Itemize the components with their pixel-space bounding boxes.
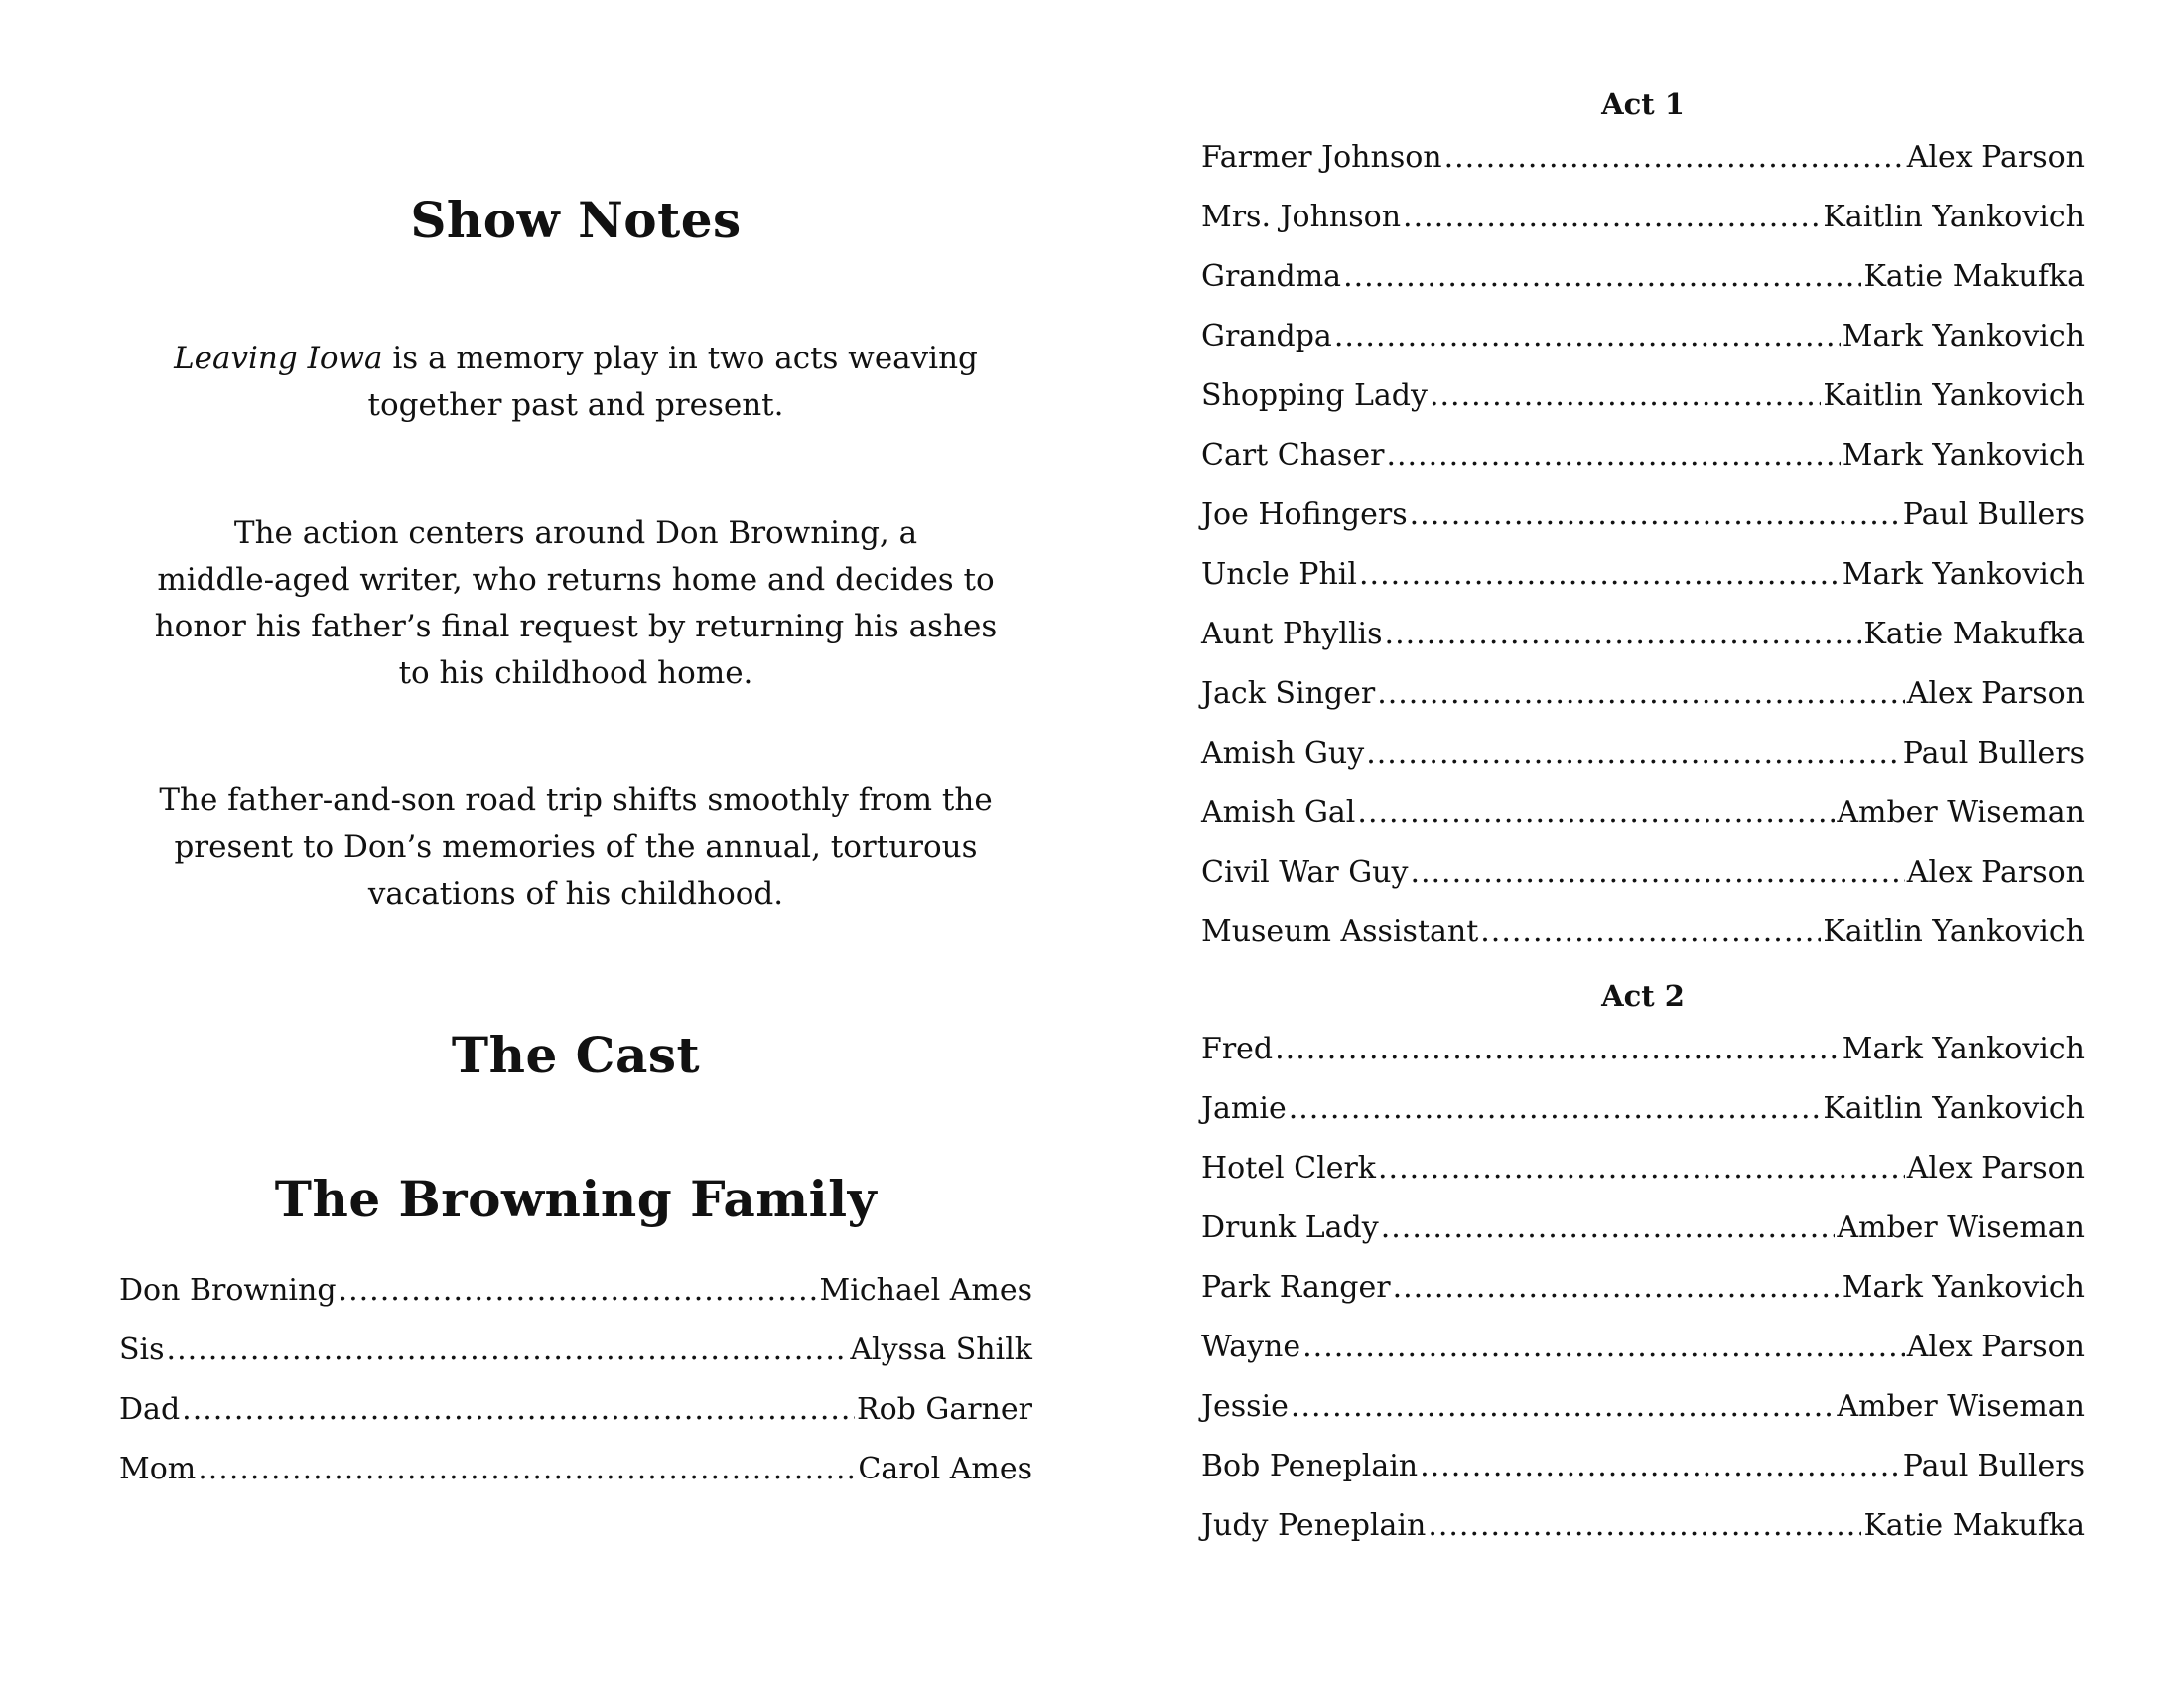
actor-name: Alex Parson <box>1906 1151 2085 1186</box>
actor-name: Alex Parson <box>1906 855 2085 890</box>
cast-row <box>1201 259 2085 319</box>
role-name: Sis <box>119 1333 165 1367</box>
browning-family-heading: The Browning Family <box>274 1170 878 1228</box>
actor-name: Michael Ames <box>819 1273 1032 1308</box>
actor-name: Mark Yankovich <box>1842 1270 2085 1305</box>
dot-leader <box>1381 1210 1836 1245</box>
actor-name: Paul Bullers <box>1902 1449 2085 1483</box>
actor-name: Carol Ames <box>858 1452 1032 1486</box>
role-name: Drunk Lady <box>1201 1210 1379 1245</box>
role-name: Uncle Phil <box>1201 557 1357 592</box>
cast-row <box>1201 1091 2085 1151</box>
dot-leader <box>1275 1032 1841 1066</box>
role-name: Mrs. Johnson <box>1201 200 1402 234</box>
role-name: Park Ranger <box>1201 1270 1391 1305</box>
paragraph-line: The father-and-son road trip shifts smoothly from the <box>159 782 993 818</box>
role-name: Judy Peneplain <box>1201 1508 1427 1543</box>
actor-name: Paul Bullers <box>1902 497 2085 532</box>
dot-leader <box>1357 795 1835 830</box>
role-name: Jamie <box>1201 1091 1287 1126</box>
role-name: Aunt Phyllis <box>1201 617 1383 651</box>
cast-row <box>1201 497 2085 557</box>
dot-leader <box>1359 557 1841 592</box>
role-name: Shopping Lady <box>1201 378 1428 413</box>
actor-name: Paul Bullers <box>1902 736 2085 771</box>
cast-row <box>1201 676 2085 736</box>
actor-name: Katie Makufka <box>1863 617 2085 651</box>
act-2-cast-list <box>1201 1032 2085 1568</box>
cast-row <box>1201 378 2085 438</box>
cast-row <box>1201 1508 2085 1568</box>
actor-name: Kaitlin Yankovich <box>1823 200 2085 234</box>
dot-leader <box>1444 140 1905 175</box>
actor-name: Mark Yankovich <box>1842 557 2085 592</box>
show-notes-paragraph-2 <box>119 510 1032 697</box>
cast-row <box>1201 1389 2085 1449</box>
role-name: Bob Peneplain <box>1201 1449 1419 1483</box>
act-1-cast-list <box>1201 140 2085 974</box>
role-name: Joe Hofingers <box>1201 497 1408 532</box>
dot-leader <box>1430 378 1821 413</box>
paragraph-line: honor his father’s final request by returning his ashes <box>154 609 998 644</box>
actor-name: Katie Makufka <box>1863 1508 2085 1543</box>
dot-leader <box>1291 1389 1835 1424</box>
dot-leader <box>1410 497 1901 532</box>
role-name: Dad <box>119 1392 181 1427</box>
paragraph-line: present to Don’s memories of the annual, torturous <box>174 829 978 865</box>
show-notes-paragraph-3 <box>119 777 1032 917</box>
cast-row <box>119 1273 1032 1333</box>
cast-row <box>1201 1449 2085 1508</box>
paragraph-line <box>119 336 1032 382</box>
role-name: Mom <box>119 1452 197 1486</box>
role-name: Amish Gal <box>1201 795 1356 830</box>
cast-row <box>1201 557 2085 617</box>
dot-leader <box>1480 914 1821 949</box>
role-name: Amish Guy <box>1201 736 1365 771</box>
paragraph-line: vacations of his childhood. <box>367 876 784 912</box>
cast-row <box>1201 617 2085 676</box>
the-cast-heading: The Cast <box>451 1026 701 1084</box>
role-name: Grandma <box>1201 259 1342 294</box>
dot-leader <box>198 1452 856 1486</box>
cast-row <box>1201 914 2085 974</box>
dot-leader <box>1410 855 1904 890</box>
role-name: Civil War Guy <box>1201 855 1409 890</box>
show-notes-paragraph-1 <box>119 336 1032 429</box>
actor-name: Mark Yankovich <box>1842 1032 2085 1066</box>
cast-row <box>1201 1270 2085 1330</box>
dot-leader <box>1334 319 1841 353</box>
role-name: Grandpa <box>1201 319 1332 353</box>
role-name: Cart Chaser <box>1201 438 1385 473</box>
cast-row <box>1201 319 2085 378</box>
cast-row <box>1201 200 2085 259</box>
actor-name: Mark Yankovich <box>1842 319 2085 353</box>
actor-name: Katie Makufka <box>1863 259 2085 294</box>
dot-leader <box>1378 1151 1905 1186</box>
cast-row <box>119 1333 1032 1392</box>
paragraph-line: to his childhood home. <box>398 655 753 691</box>
cast-row <box>119 1392 1032 1452</box>
act-2-label: Act 2 <box>1601 979 1685 1013</box>
cast-row <box>1201 1330 2085 1389</box>
dot-leader <box>1428 1508 1861 1543</box>
paragraph-line: middle-aged writer, who returns home and decides to <box>157 562 995 598</box>
dot-leader <box>1385 617 1862 651</box>
actor-name: Alyssa Shilk <box>850 1333 1032 1367</box>
role-name: Jack Singer <box>1201 676 1376 711</box>
dot-leader <box>1343 259 1861 294</box>
actor-name: Alex Parson <box>1906 676 2085 711</box>
cast-row <box>119 1452 1032 1511</box>
role-name: Wayne <box>1201 1330 1301 1364</box>
dot-leader <box>1302 1330 1905 1364</box>
dot-leader <box>1403 200 1821 234</box>
paragraph-line: The action centers around Don Browning, a <box>233 515 918 551</box>
actor-name: Alex Parson <box>1906 1330 2085 1364</box>
dot-leader <box>1393 1270 1841 1305</box>
actor-name: Kaitlin Yankovich <box>1823 378 2085 413</box>
actor-name: Kaitlin Yankovich <box>1823 1091 2085 1126</box>
show-notes-heading: Show Notes <box>410 191 742 249</box>
actor-name: Alex Parson <box>1906 140 2085 175</box>
act-1-label: Act 1 <box>1601 87 1685 121</box>
dot-leader <box>167 1333 849 1367</box>
cast-row <box>1201 1032 2085 1091</box>
dot-leader <box>1386 438 1840 473</box>
cast-row <box>1201 795 2085 855</box>
role-name: Fred <box>1201 1032 1274 1066</box>
role-name: Museum Assistant <box>1201 914 1479 949</box>
left-page <box>119 0 1032 1688</box>
dot-leader <box>1366 736 1901 771</box>
actor-name: Mark Yankovich <box>1842 438 2085 473</box>
cast-row <box>1201 140 2085 200</box>
play-title: Leaving Iowa <box>174 341 383 376</box>
role-name: Jessie <box>1201 1389 1289 1424</box>
role-name: Farmer Johnson <box>1201 140 1442 175</box>
role-name: Hotel Clerk <box>1201 1151 1376 1186</box>
cast-row <box>1201 438 2085 497</box>
right-page <box>1201 0 2085 1688</box>
cast-row <box>1201 1210 2085 1270</box>
actor-name: Rob Garner <box>857 1392 1032 1427</box>
dot-leader <box>339 1273 818 1308</box>
dot-leader <box>1289 1091 1822 1126</box>
dot-leader <box>1420 1449 1901 1483</box>
family-cast-list <box>119 1273 1032 1511</box>
cast-row <box>1201 736 2085 795</box>
actor-name: Amber Wiseman <box>1837 795 2085 830</box>
cast-row <box>1201 1151 2085 1210</box>
actor-name: Amber Wiseman <box>1837 1210 2085 1245</box>
dot-leader <box>1377 676 1904 711</box>
cast-row <box>1201 855 2085 914</box>
dot-leader <box>182 1392 855 1427</box>
paragraph-text: is a memory play in two acts weaving <box>382 341 978 376</box>
actor-name: Kaitlin Yankovich <box>1823 914 2085 949</box>
role-name: Don Browning <box>119 1273 337 1308</box>
paragraph-line: together past and present. <box>367 387 784 423</box>
actor-name: Amber Wiseman <box>1837 1389 2085 1424</box>
